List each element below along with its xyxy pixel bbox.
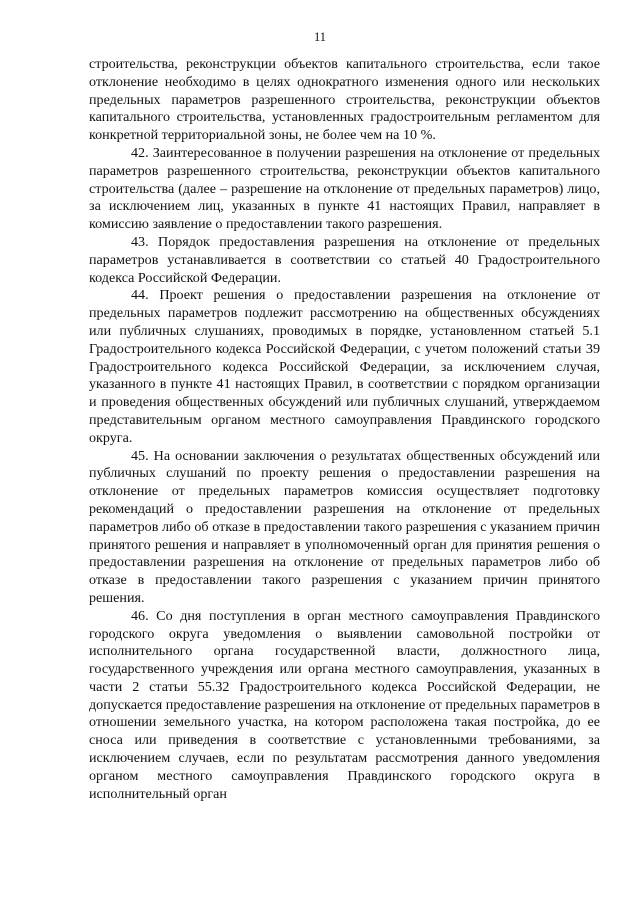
page-number: 11 (313, 30, 327, 44)
paragraph-44: 44. Проект решения о предоставлении разрешения на отклонение от предельных параметров подлежит рассмотрению на общественных обсуждениях или публичных слушаниях, проводимых в порядке, установленном статьей 5.1 Градостроительного кодекса Российской Федерации, с учетом положений статьи 39 Градостроительного кодекса Российской Федерации, за исключением случая, указанного в пункте 41 настоящих Правил, в соответствии с порядком организации и проведения общественных обсуждений или публичных слушаний, утверждаемом представительным органом местного самоуправления Правдинского городского округа. (89, 287, 600, 446)
paragraph-42: 42. Заинтересованное в получении разрешения на отклонение от предельных параметров разрешенного строительства, реконструкции объектов капитального строительства (далее – разрешение на отклонение от предельных параметров) лицо, за исключением лиц, указанных в пункте 41 настоящих Правил, направляет в комиссию заявление о предоставлении такого разрешения. (89, 144, 600, 233)
paragraph-continuation: строительства, реконструкции объектов капитального строительства, если такое отклонение необходимо в целях однократного изменения одного или нескольких предельных параметров разрешенного строительства, реконструкции объектов капитального строительства, установленных градостроительным регламентом для конкретной территориальной зоны, не более чем на 10 %. (89, 56, 600, 144)
document-body (89, 56, 600, 803)
paragraph-46: 46. Со дня поступления в орган местного самоуправления Правдинского городского округа уведомления о выявлении самовольной постройки от исполнительного органа государственной власти, должностного лица, государственного учреждения или органа местного самоуправления, указанных в части 2 статьи 55.32 Градостроительного кодекса Российской Федерации, не допускается предоставление разрешения на отклонение от предельных параметров в отношении земельного участка, на котором расположена такая постройка, до ее сноса или приведения в соответствие с установленными требованиями, за исключением случаев, если по результатам рассмотрения данного уведомления органом местного самоуправления Правдинского городского округа в исполнительный орган (89, 607, 600, 802)
paragraph-43: 43. Порядок предоставления разрешения на отклонение от предельных параметров устанавливается в соответствии со статьей 40 Градостроительного кодекса Российской Федерации. (89, 233, 600, 286)
paragraph-45: 45. На основании заключения о результатах общественных обсуждений или публичных слушаний по проекту решения о предоставлении разрешения на отклонение от предельных параметров комиссия осуществляет подготовку рекомендаций о предоставлении разрешения на отклонение от предельных параметров либо об отказе в предоставлении такого разрешения с указанием причин принятого решения и направляет в уполномоченный орган для принятия решения о предоставлении разрешения на отклонение от предельных параметров либо об отказе в предоставлении такого разрешения с указанием причин принятого решения. (89, 447, 600, 606)
